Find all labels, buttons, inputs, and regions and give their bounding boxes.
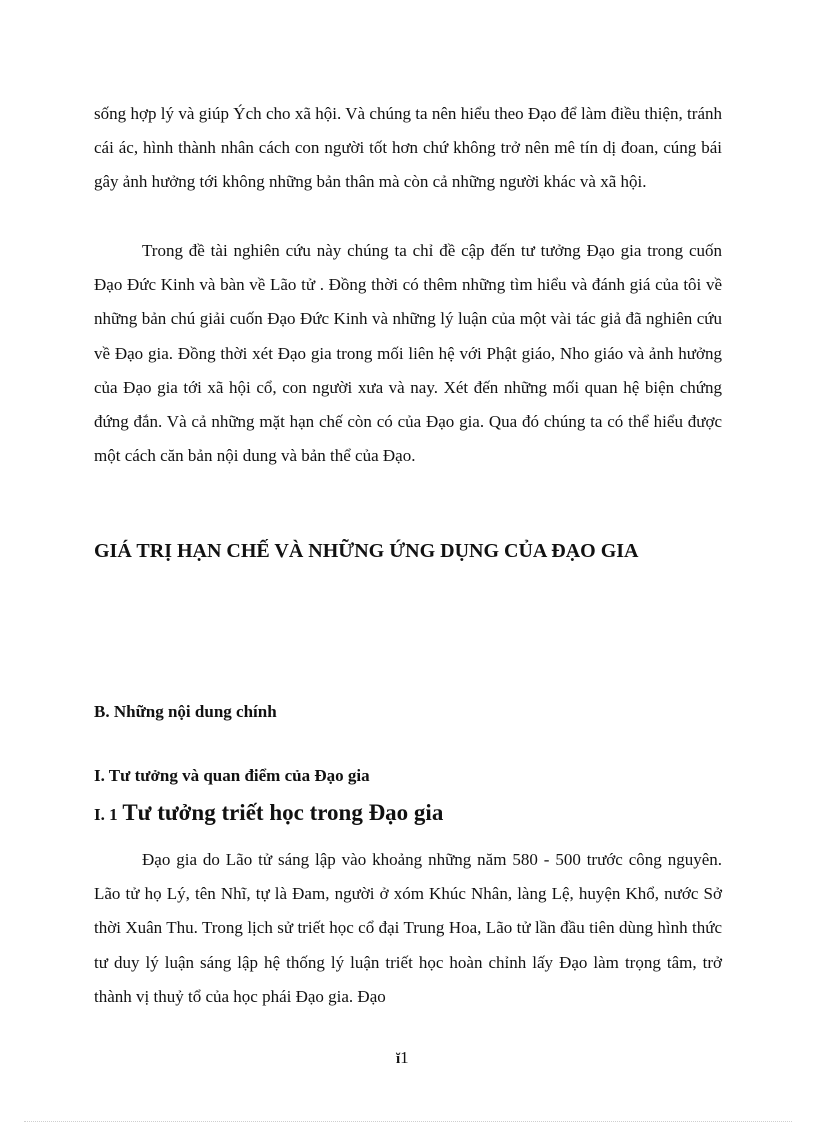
page-mark-glyph: ĭ	[396, 1051, 401, 1067]
page-footer	[396, 1048, 409, 1068]
heading-main-content: B. Những nội dung chính	[94, 702, 277, 721]
heading-i1-title: Tư tưởng triết học trong Đạo gia	[122, 800, 444, 825]
page-number: 1	[400, 1048, 409, 1067]
section-title: GIÁ TRỊ HẠN CHẾ VÀ NHỮNG ỨNG DỤNG CỦA ĐẠO GIA	[94, 540, 639, 562]
heading-section-i1	[94, 800, 443, 826]
body-paragraph-1: sống hợp lý và giúp Ých cho xã hội. Và chúng ta nên hiểu theo Đạo để làm điều thiện, tránh cái ác, hình thành nhân cách con người tốt hơn chứ không trở nên mê tín dị đoan, cúng bái gây ảnh hưởng tới không những bản thân mà còn cả những người khác và xã hội.	[94, 104, 722, 192]
heading-section-i: I. Tư tưởng và quan điểm của Đạo gia	[94, 766, 370, 785]
body-paragraph-3: Đạo gia do Lão tử sáng lập vào khoảng những năm 580 - 500 trước công nguyên. Lão tử họ Lý, tên Nhĩ, tự là Đam, người ở xóm Khúc Nhân, làng Lệ, huyện Khổ, nước Sở thời Xuân Thu. Trong lịch sử triết học cổ đại Trung Hoa, Lão tử lần đầu tiên dùng hình thức tư duy lý luận sáng lập hệ thống lý luận triết học hoàn chỉnh lấy Đạo làm trọng tâm, trở thành vị thuỷ tổ của học phái Đạo gia. Đạo	[94, 850, 722, 1006]
page-bottom-divider	[24, 1121, 792, 1122]
heading-i1-number: I. 1	[94, 805, 118, 824]
body-paragraph-2: Trong đề tài nghiên cứu này chúng ta chỉ đề cập đến tư tưởng Đạo gia trong cuốn Đạo Đức Kinh và bàn về Lão tử . Đồng thời có thêm những tìm hiểu và đánh giá của tôi về những bản chú giải cuốn Đạo Đức Kinh và những lý luận của một vài tác giả đã nghiên cứu về Đạo gia. Đồng thời xét Đạo gia trong mối liên hệ với Phật giáo, Nho giáo và ảnh hưởng của Đạo gia tới xã hội cổ, con người xưa và nay. Xét đến những mối quan hệ biện chứng đứng đắn. Và cả những mặt hạn chế còn có của Đạo gia. Qua đó chúng ta có thể hiểu được một cách căn bản nội dung và bản thể của Đạo.	[94, 241, 722, 466]
